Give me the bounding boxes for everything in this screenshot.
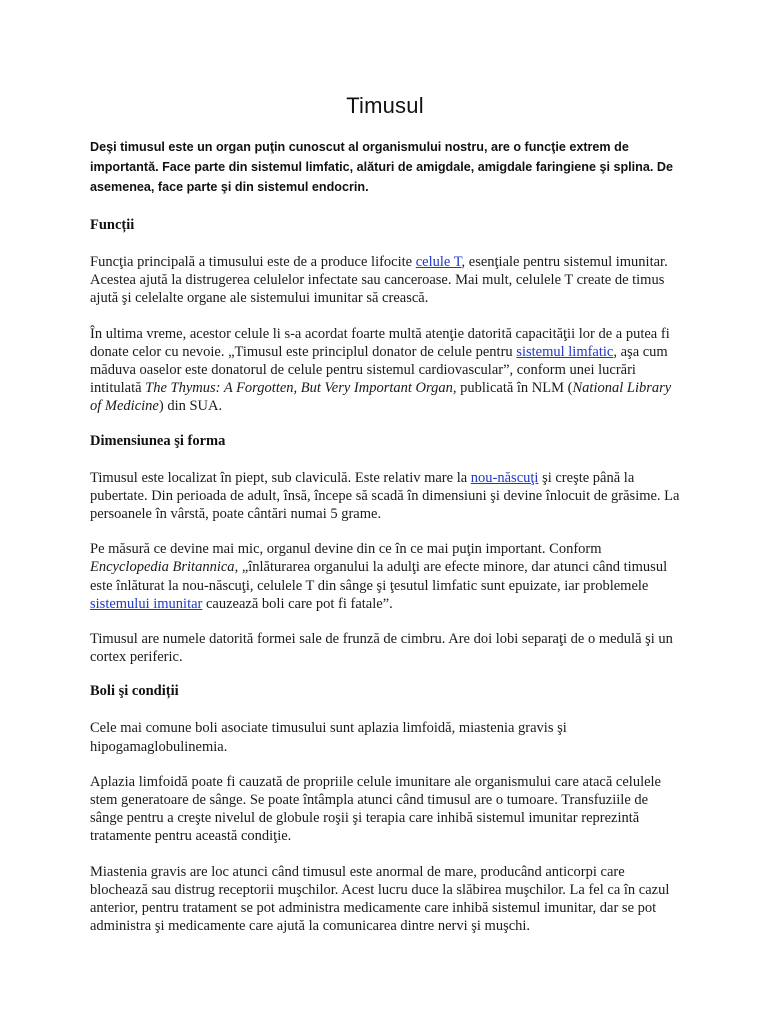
text-run: , „înlăturarea organului la adulţi are efecte minore, dar atunci când timusul este înlăturat la nou-născuţi, celulele T din sânge şi ţesutul limfatic sunt epuizate, iar problemele	[90, 559, 668, 594]
page-title: Timusul	[346, 93, 424, 118]
paragraph-boli-1: Cele mai comune boli asociate timusului sunt aplazia limfoidă, miastenia gravis şi hipogamaglobulinemia.	[90, 720, 567, 755]
italic-britannica: Encyclopedia Britannica	[90, 559, 235, 576]
section-heading-boli: Boli şi condiții	[90, 683, 179, 700]
link-celule-t[interactable]: celule T	[415, 254, 462, 270]
italic-nlm: National Library of Medicine	[90, 380, 672, 415]
paragraph-boli-3: Miastenia gravis are loc atunci când timusul este anormal de mare, producând anticorpi care blochează sau distrug receptorii muşchilor. Acest lucru duce la slăbirea muşchilor. La fel ca în cazul anterior, pentru tratament se pot administra medicamente care inhibă sistemul imunitar, dar se pot administra şi medicamente care ajută la comunicarea dintre nervi şi muşchi.	[90, 863, 670, 935]
link-sistemul-limfatic[interactable]: sistemul limfatic	[516, 343, 614, 360]
paragraph-dimensiunea-1	[90, 469, 680, 524]
text-run: În ultima vreme, acestor celule li s-a acordat foarte multă atenţie datorită capacităţii lor de a putea fi donate celor cu nevoie. „Timusul este principlul donator de celule pentru	[90, 325, 670, 360]
section-heading-dimensiunea: Dimensiunea şi forma	[90, 432, 226, 449]
paragraph-functii-1	[90, 253, 680, 308]
paragraph-dimensiunea-3: Timusul are numele datorită formei sale de frunză de cimbru. Are doi lobi separaţi de o medulă şi un cortex periferic.	[90, 631, 673, 666]
link-nou-nascuti[interactable]: nou-născuţi	[470, 469, 539, 486]
intro-paragraph: Deşi timusul este un organ puţin cunoscut al organismului nostru, are o funcţie extrem de importantă. Face parte din sistemul limfatic, alături de amigdale, amigdale faringiene şi splina. De asemenea, face parte şi din sistemul endocrin.	[90, 140, 673, 194]
text-run: , publicată în NLM (	[452, 380, 573, 397]
text-run: Pe măsură ce devine mai mic, organul devine din ce în ce mai puţin important. Conform	[90, 541, 602, 558]
text-run: Funcţia principală a timusului este de a produce lifocite	[90, 254, 416, 270]
text-run: şi creşte până la pubertate. Din perioada de adult, însă, începe să scadă în dimensiuni şi devine înlocuit de grăsime. La persoanele în vârstă, poate cântări numai 5 grame.	[90, 469, 680, 523]
text-run: ) din SUA.	[158, 398, 223, 415]
italic-title: The Thymus: A Forgotten, But Very Important Organ	[145, 380, 453, 397]
text-run: cauzează boli care pot fi fatale”.	[202, 595, 393, 612]
paragraph-boli-2: Aplazia limfoidă poate fi cauzată de propriile celule imunitare ale organismului care atacă celulele stem generatoare de sânge. Se poate întâmpla atunci când timusul are o tumoare. Transfuziile de sânge pentru a creşte nivelul de globule roşii şi terapia care inhibă sistemul imunitar reprezintă tratamente pentru această condiţie.	[90, 773, 661, 845]
paragraph-dimensiunea-2	[90, 540, 680, 613]
text-run: , esenţiale pentru sistemul imunitar. Acestea ajută la distrugerea celulelor infectate sau canceroase. Mai mult, celulele T create de timus ajută şi celelalte organe ale sistemului imunitar să crească.	[90, 254, 668, 307]
text-run: , aşa cum măduva oaselor este donatorul de celule pentru sistemul cardiovascular”, conform unei lucrări intitulată	[90, 343, 668, 397]
paragraph-functii-2	[90, 325, 680, 416]
section-heading-functii: Funcții	[90, 217, 135, 233]
text-run: Timusul este localizat în piept, sub claviculă. Este relativ mare la	[90, 469, 471, 486]
link-sistemului-imunitar[interactable]: sistemului imunitar	[90, 595, 203, 612]
